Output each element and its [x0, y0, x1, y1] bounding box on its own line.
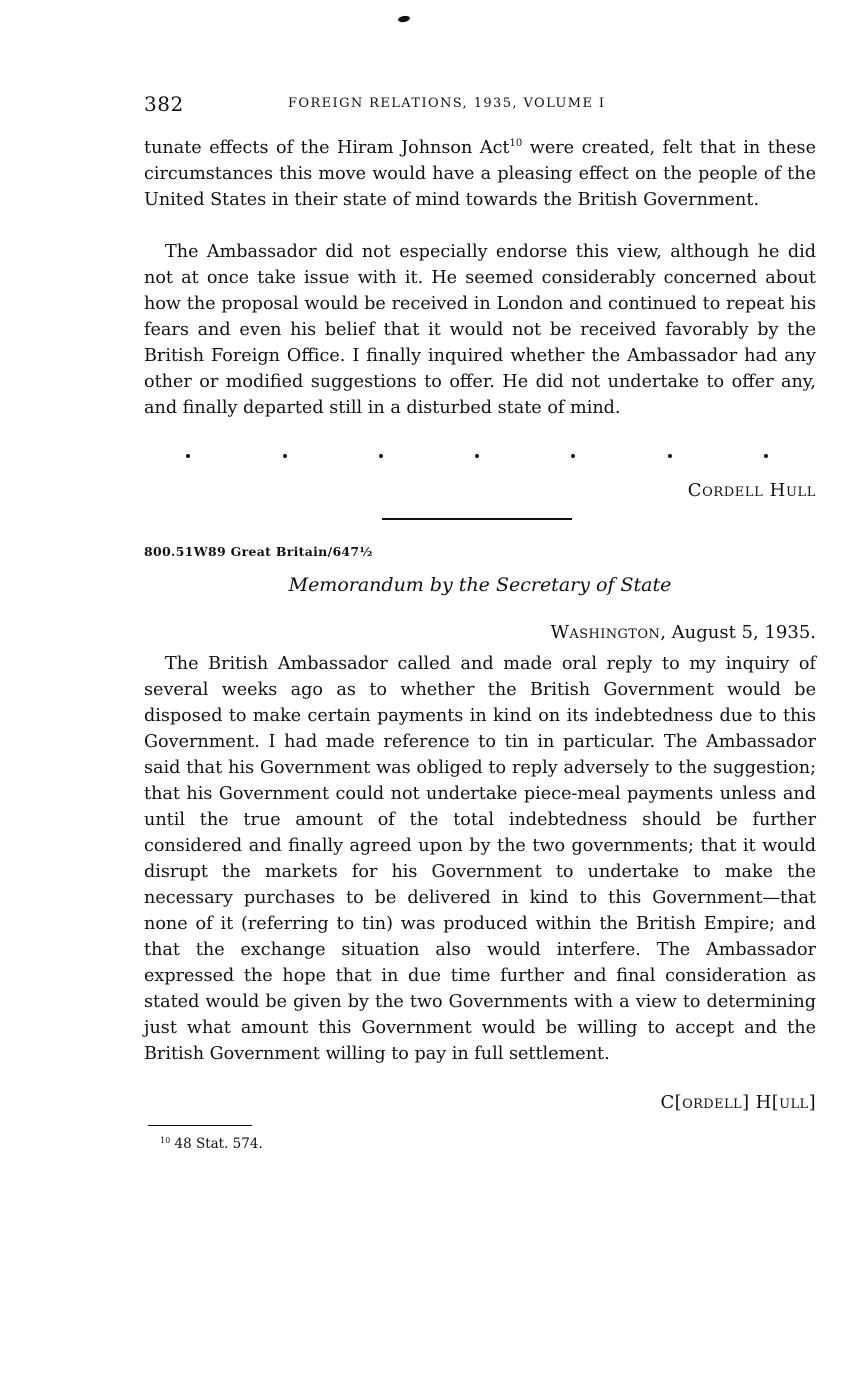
paragraph-text: were created, felt that in these circumstances this move would have a pleasing effect on the people of the United States in their state of mind towards the British Government.: [144, 138, 816, 210]
continued-paragraph: [144, 135, 816, 213]
omission-dot: [475, 454, 479, 458]
omission-dot: [571, 454, 575, 458]
omission-dot: [283, 454, 287, 458]
running-title: FOREIGN RELATIONS, 1935, VOLUME I: [288, 96, 606, 111]
memorandum-paragraph: The British Ambassador called and made oral reply to my inquiry of several weeks ago as to whether the British Government would be disposed to make certain payments in kind on its indebtedness due to this Government. I had made reference to tin in particular. The Ambassador said that his Government was obliged to reply adversely to the suggestion; that his Government could not undertake piece-meal payments unless and until the true amount of the total indebtedness should be further considered and finally agreed upon by the two governments; that it would disrupt the markets for his Government to undertake to make the necessary purchases to be delivered in kind to this Government—that none of it (referring to tin) was produced within the British Empire; and that the exchange situation also would interfere. The Ambassador expressed the hope that in due time further and final consideration as stated would be given by the two Governments with a view to determining just what amount this Government would be willing to accept and the British Government willing to pay in full settlement.: [144, 654, 816, 1064]
page-number: 382: [144, 92, 184, 116]
omission-dot: [379, 454, 383, 458]
dateline: [550, 622, 816, 643]
dateline-place: Washington: [550, 622, 661, 643]
omission-dots: [144, 454, 816, 474]
omission-dot: [764, 454, 768, 458]
memorandum-title: Memorandum by the Secretary of State: [288, 574, 672, 596]
dateline-date: , August 5, 1935.: [660, 622, 816, 643]
omission-dot: [668, 454, 672, 458]
paragraph-text: tunate effects of the Hiram Johnson Act: [144, 138, 510, 158]
running-header: [144, 92, 816, 118]
signature-initials: C[ordell] H[ull]: [660, 1092, 816, 1113]
signature-cordell-hull: Cordell Hull: [687, 480, 816, 501]
footnote-reference: 10: [509, 138, 523, 149]
footnote: [160, 1136, 263, 1152]
file-reference: 800.51W89 Great Britain/647½: [144, 544, 373, 559]
omission-dot: [186, 454, 190, 458]
ambassador-paragraph: The Ambassador did not especially endorse this view, although he did not at once take issue with it. He seemed considerably concerned about how the proposal would be received in London and continued to repeat his fears and even his belief that it would not be received favorably by the British Foreign Office. I finally inquired whether the Ambassador had any other or modified suggestions to offer. He did not undertake to offer any, and finally departed still in a disturbed state of mind.: [144, 242, 816, 418]
footnote-text: 48 Stat. 574.: [174, 1136, 263, 1152]
print-speck: [398, 15, 411, 23]
section-divider: [382, 518, 572, 520]
footnote-rule: [148, 1125, 252, 1126]
footnote-number: 10: [160, 1136, 171, 1145]
